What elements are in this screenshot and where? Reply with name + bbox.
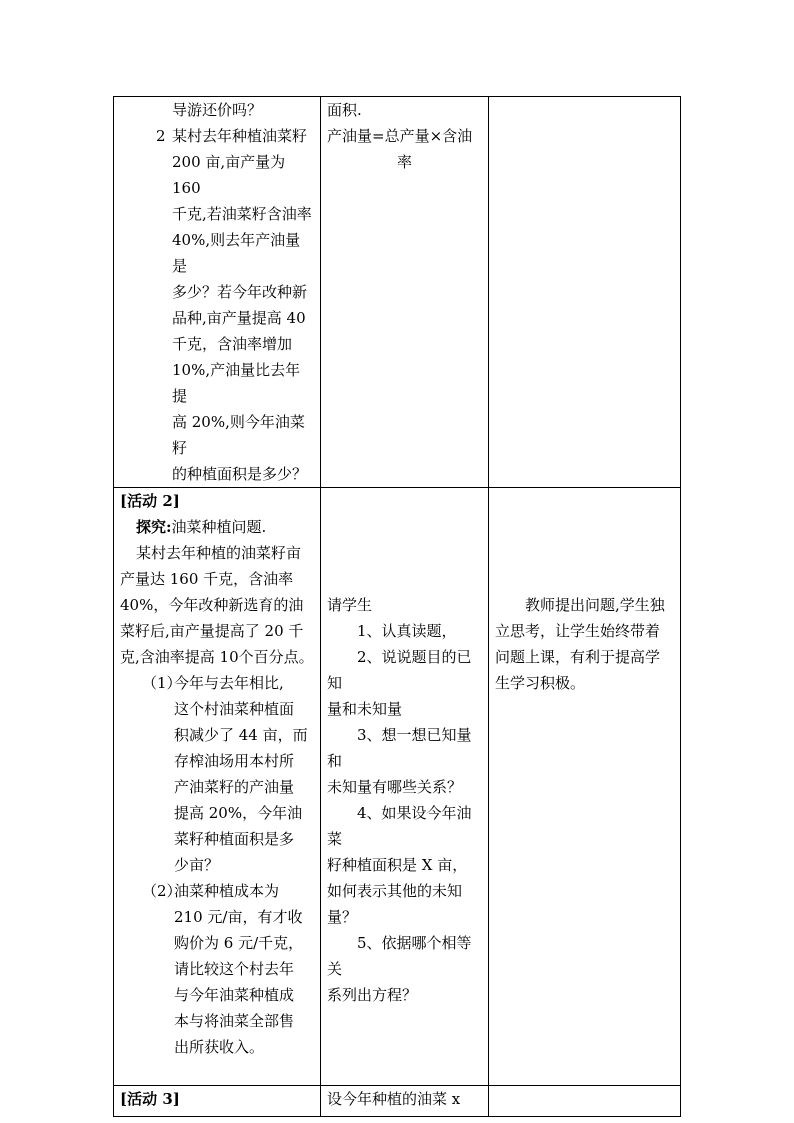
spacer [495, 488, 674, 592]
sub-question-number: （2） [142, 882, 182, 900]
design-intent-cell [489, 97, 681, 488]
question-2 [120, 123, 314, 487]
student-activity-cell [321, 1086, 489, 1117]
activity-title: [活动 2] [120, 492, 180, 510]
sub-question-number: （1） [142, 674, 182, 692]
explore-line [120, 514, 314, 540]
text-line: 4、如果设今年油菜 [327, 804, 472, 848]
text-line: 5、依据哪个相等关 [327, 934, 472, 978]
text-line: 少亩？ [174, 856, 220, 874]
text-line: 今年与去年相比, [174, 674, 284, 692]
sub-question-1 [120, 670, 314, 878]
design-intent-cell [489, 488, 681, 1086]
text-line: 1、认真读题， [357, 622, 457, 640]
text-line: 10%,产油量比去年提 [172, 361, 301, 405]
text-line: 的种植面积是多少？ [172, 465, 308, 483]
explore-label: 探究: [136, 518, 172, 536]
formula-line: 产油量=总产量×含油 [327, 127, 473, 145]
text-line: 教师提出问题,学生独 [525, 596, 665, 614]
text-line: 导游还价吗？ [172, 101, 263, 119]
text-line: 千克,若油菜籽含油率 [172, 205, 312, 223]
text-line: 量和未知量 [327, 700, 403, 718]
text-line: 40%,则去年产油量是 [172, 231, 301, 275]
text-line: 存榨油场用本村所 [174, 752, 295, 770]
text-line: 某村去年种植的油菜籽亩 [136, 544, 302, 562]
text-line: 购价为 6 元/千克， [174, 934, 304, 952]
activity-cell [114, 97, 321, 488]
text-line: 系列出方程？ [327, 986, 418, 1004]
text-line: 产油菜籽的产油量 [174, 778, 295, 796]
sub-question-2 [120, 878, 314, 1060]
text-line: 请比较这个村去年 [174, 960, 295, 978]
text-line: 多少？若今年改种新 [172, 283, 308, 301]
table-row [114, 97, 681, 488]
explore-text: 油菜种植问题. [171, 518, 267, 536]
text-line: 生学习积极。 [495, 674, 586, 692]
text-line: 菜籽后,亩产量提高了 20 千 [120, 622, 304, 640]
text-line: 率 [396, 153, 412, 171]
student-activity-cell [321, 97, 489, 488]
text-line: 40%，今年改种新选育的油 [120, 596, 304, 614]
text-line: 这个村油菜种植面 [174, 700, 295, 718]
text-line: 与今年油菜种植成 [174, 986, 295, 1004]
text-line: 面积. [327, 101, 362, 119]
text-line: 200 亩,亩产量为 160 [172, 153, 286, 197]
text-line: 品种,亩产量提高 40 [172, 309, 306, 327]
text-line: 克,含油率提高 10个百分点。 [120, 648, 314, 666]
text-line: 立思考，让学生始终带着 [495, 622, 661, 640]
text-line: 某村去年种植油菜籽 [172, 127, 308, 145]
text-line: 未知量有哪些关系？ [327, 778, 463, 796]
text-line: 设今年种植的油菜 x [327, 1090, 461, 1108]
lesson-plan-table [113, 96, 681, 1117]
text-line: 210 元/亩，有才收 [174, 908, 303, 926]
table-row [114, 488, 681, 1086]
text-line: 菜籽种植面积是多 [174, 830, 295, 848]
text-line: 本与将油菜全部售 [174, 1012, 295, 1030]
text-line: 提高 20%，今年油 [174, 804, 303, 822]
text-line: 3、想一想已知量和 [327, 726, 472, 770]
student-activity-cell [321, 488, 489, 1086]
text-line: 千克，含油率增加 [172, 335, 293, 353]
text-line: 积减少了 44 亩，而 [174, 726, 308, 744]
text-line: 油菜种植成本为 [174, 882, 280, 900]
question-number: 2 [156, 127, 166, 145]
activity-cell [114, 1086, 321, 1117]
spacer [327, 488, 482, 592]
text-line: 籽种植面积是 X 亩， [327, 856, 468, 874]
text-line: 如何表示其他的未知 [327, 882, 463, 900]
text-line: 出所获收入。 [174, 1038, 265, 1056]
text-line: 产量达 160 千克，含油率 [120, 570, 294, 588]
text-line: 2、说说题目的已知 [327, 648, 472, 692]
table-row [114, 1086, 681, 1117]
text-line: 高 20%,则今年油菜籽 [172, 413, 305, 457]
activity-cell [114, 488, 321, 1086]
student-heading: 请学生 [327, 596, 373, 614]
activity-title: [活动 3] [120, 1090, 180, 1108]
design-intent-cell [489, 1086, 681, 1117]
text-line: 量？ [327, 908, 358, 926]
text-line: 问题上课，有利于提高学 [495, 648, 661, 666]
